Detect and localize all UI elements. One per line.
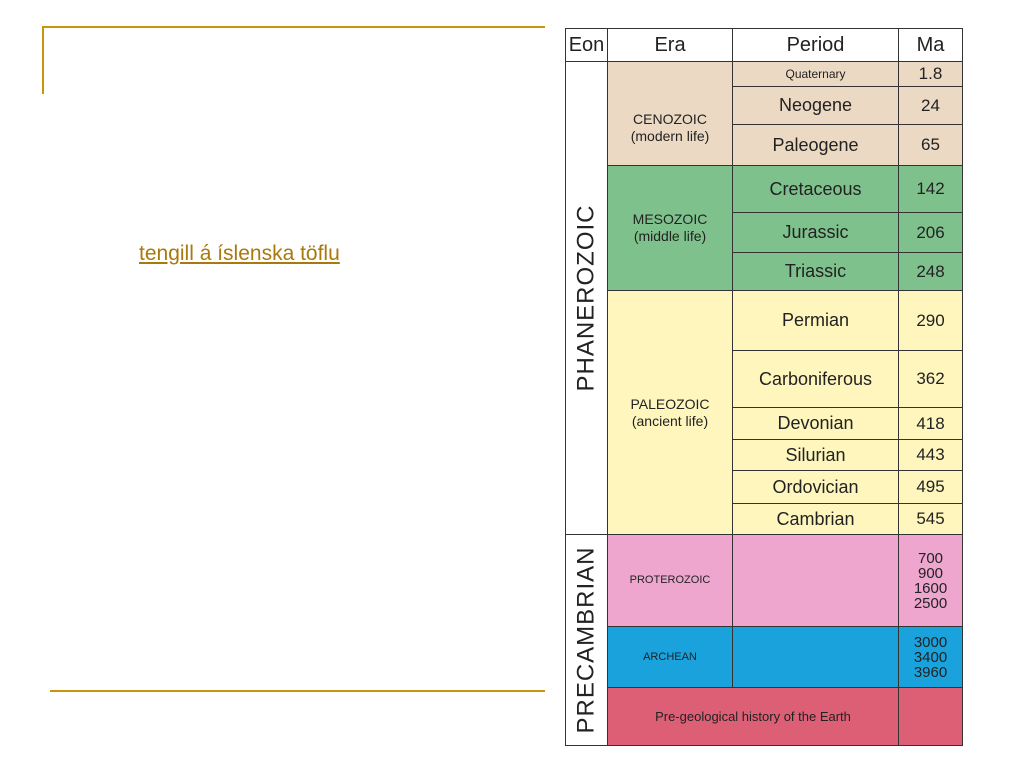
ma-jurassic: 206 — [898, 212, 963, 253]
eon-precambrian-label: PRECAMBRIAN — [572, 546, 600, 734]
period-permian: Permian — [732, 290, 899, 351]
icelandic-table-link[interactable]: tengill á íslenska töflu — [139, 242, 340, 265]
ma-proterozoic-700: 700 — [917, 549, 944, 567]
era-proterozoic: PROTEROZOIC — [607, 534, 733, 627]
period-archean-empty — [732, 626, 899, 688]
ma-silurian: 443 — [898, 439, 963, 471]
ma-proterozoic-2500: 2500 — [913, 594, 948, 612]
period-jurassic: Jurassic — [732, 212, 899, 253]
header-period: Period — [732, 28, 899, 62]
period-devonian: Devonian — [732, 407, 899, 440]
ma-paleogene: 65 — [898, 124, 963, 166]
ma-neogene: 24 — [898, 86, 963, 125]
ma-permian: 290 — [898, 290, 963, 351]
ma-archean — [898, 626, 963, 688]
ma-proterozoic-900: 900 — [917, 564, 944, 582]
ma-proterozoic — [898, 534, 963, 627]
era-paleozoic-sub: (ancient life) — [631, 412, 709, 429]
ma-archean-3400: 3400 — [913, 648, 948, 666]
era-paleozoic-name: PALEOZOIC — [630, 395, 710, 412]
period-triassic: Triassic — [732, 252, 899, 291]
left-rule — [42, 26, 44, 94]
bottom-rule — [50, 690, 545, 692]
header-era: Era — [607, 28, 733, 62]
eon-phanerozoic-label: PHANEROZOIC — [572, 204, 600, 392]
era-mesozoic — [607, 165, 733, 291]
period-neogene: Neogene — [732, 86, 899, 125]
era-mesozoic-sub: (middle life) — [633, 228, 707, 244]
ma-pregeological-empty — [898, 687, 963, 746]
era-cenozoic-name: CENOZOIC — [633, 110, 707, 127]
header-ma: Ma — [898, 28, 963, 62]
period-paleogene: Paleogene — [732, 124, 899, 166]
ma-quaternary: 1.8 — [898, 61, 963, 87]
period-silurian: Silurian — [732, 439, 899, 471]
eon-precambrian — [565, 534, 608, 746]
era-paleozoic — [607, 290, 733, 535]
era-pregeological: Pre-geological history of the Earth — [607, 687, 899, 746]
geologic-time-table — [565, 28, 963, 746]
eon-phanerozoic — [565, 61, 608, 535]
period-cretaceous: Cretaceous — [732, 165, 899, 213]
ma-ordovician: 495 — [898, 470, 963, 504]
top-rule — [42, 26, 545, 28]
period-proterozoic-empty — [732, 534, 899, 627]
era-archean: ARCHEAN — [607, 626, 733, 688]
ma-archean-3000: 3000 — [913, 633, 948, 651]
ma-archean-3960: 3960 — [913, 663, 948, 681]
period-carboniferous: Carboniferous — [732, 350, 899, 408]
ma-proterozoic-1600: 1600 — [913, 579, 948, 597]
header-eon: Eon — [565, 28, 608, 62]
period-ordovician: Ordovician — [732, 470, 899, 504]
ma-cretaceous: 142 — [898, 165, 963, 213]
ma-devonian: 418 — [898, 407, 963, 440]
ma-cambrian: 545 — [898, 503, 963, 535]
period-quaternary: Quaternary — [732, 61, 899, 87]
ma-triassic: 248 — [898, 252, 963, 291]
era-cenozoic-sub: (modern life) — [630, 127, 710, 144]
era-mesozoic-name: MESOZOIC — [632, 211, 708, 227]
period-cambrian: Cambrian — [732, 503, 899, 535]
ma-carboniferous: 362 — [898, 350, 963, 408]
